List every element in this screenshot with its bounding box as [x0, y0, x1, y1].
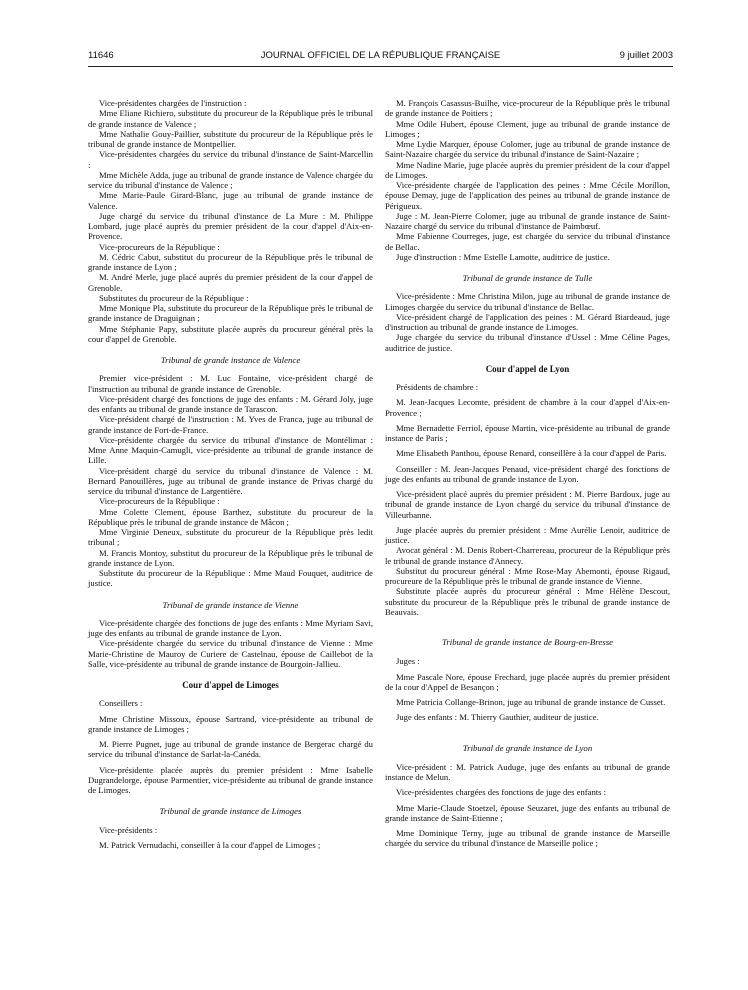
appointment-paragraph: Conseiller : M. Jean-Jacques Penaud, vice-président chargé des fonctions de juge des enfants au tribunal de grande instance de Lyon.	[385, 463, 670, 484]
appointment-paragraph: Mme Nadine Marie, juge placée auprès du premier président de la cour d'appel de Limoges.	[385, 159, 670, 180]
appointment-paragraph: Vice-présidents :	[99, 824, 158, 835]
appointment-paragraph: Juge : M. Jean-Pierre Colomer, juge au tribunal de grande instance de Saint-Nazaire chargé du service du tribunal d'instance de Paimbœuf.	[385, 210, 670, 231]
appointment-paragraph: M. Cédric Cabut, substitut du procureur de la République près le tribunal de grande instance de Lyon ;	[88, 251, 373, 272]
appointment-paragraph: Mme Fabienne Courreges, juge, est chargée du service du tribunal d'instance de Bellac.	[385, 231, 670, 252]
appointment-paragraph: Avocat général : M. Denis Robert-Charrereau, procureur de la République près le tribunal de grande instance d'Annecy.	[385, 545, 670, 566]
court-heading: Cour d'appel de Limoges	[182, 680, 279, 690]
tribunal-heading: Tribunal de grande instance de Bourg-en-Bresse	[441, 637, 614, 647]
tribunal-heading: Tribunal de grande instance de Vienne	[162, 599, 299, 610]
appointment-paragraph: Vice-présidente : Mme Christina Milon, juge au tribunal de grande instance de Limoges chargée du service du tribunal d'instance de Bellac.	[385, 291, 670, 312]
appointment-paragraph: Juge placée auprès du premier président : Mme Aurélie Lenoir, auditrice de justice.	[385, 524, 670, 545]
appointment-paragraph: Mme Michèle Adda, juge au tribunal de grande instance de Valence chargée du service du tribunal d'instance de Valence ;	[88, 169, 373, 190]
appointment-paragraph: Mme Odile Hubert, épouse Clement, juge au tribunal de grande instance de Limoges ;	[385, 118, 670, 139]
appointment-paragraph: Mme Virginie Deneux, substitute du procureur de la République près ledit tribunal ;	[88, 527, 373, 548]
appointment-paragraph: Mme Stéphanie Papy, substitute placée auprès du procureur général près la cour d'appel de Grenoble.	[88, 323, 373, 344]
header-rule	[88, 66, 673, 67]
right-column	[385, 98, 670, 849]
appointment-paragraph: Juge des enfants : M. Thierry Gauthier, auditeur de justice.	[396, 712, 599, 723]
appointment-paragraph: Vice-président chargé du service du tribunal d'instance de Valence : M. Bernard Panouillères, juge au tribunal de grande instance de Privas chargé du service du tribunal d'instance de Largentière.	[88, 465, 373, 496]
appointment-paragraph: Vice-présidente chargée des fonctions de juge des enfants : Mme Myriam Savi, juge des enfants au tribunal de grande instance de Lyon.	[88, 617, 373, 638]
appointment-paragraph: Mme Patricia Collange-Brinon, juge au tribunal de grande instance de Cusset.	[396, 697, 666, 707]
appointment-paragraph: Juges :	[396, 656, 420, 667]
appointment-paragraph: Vice-présidente placée auprès du premier président : Mme Isabelle Dugrandelorge, épouse Parmentier, vice-présidente au tribunal de grande instance de Limoges.	[88, 764, 373, 795]
tribunal-heading: Tribunal de grande instance de Valence	[160, 355, 301, 365]
appointment-paragraph: Substitute placée auprès du procureur général : Mme Hélène Descout, substitute du procureur de la République près le tribunal de grande instance de Beauvais.	[385, 586, 670, 617]
appointment-paragraph: M. Francis Montoy, substitut du procureur de la République près le tribunal de grande instance de Lyon.	[88, 547, 373, 568]
appointment-paragraph: Mme Nathalie Gouy-Paillier, substitute du procureur de la République près le tribunal de grande instance de Montpellier.	[88, 128, 373, 149]
appointment-paragraph: Mme Monique Pla, substitute du procureur de la République près le tribunal de grande instance de Draguignan ;	[88, 303, 373, 324]
journal-title: JOURNAL OFFICIEL DE LA RÉPUBLIQUE FRANÇAISE	[260, 50, 501, 61]
appointment-paragraph: Juge chargé du service du tribunal d'instance de La Mure : M. Philippe Lombard, juge placé auprès du premier président de la cour d'appel d'Aix-en-Provence.	[88, 210, 373, 242]
appointment-paragraph: M. André Merle, juge placé auprès du premier président de la cour d'appel de Grenoble.	[88, 272, 373, 293]
left-column	[88, 98, 373, 850]
appointment-paragraph: Vice-président : M. Patrick Auduge, juge des enfants au tribunal de grande instance de Melun.	[385, 761, 670, 782]
appointment-paragraph: Conseillers :	[99, 698, 143, 709]
appointment-paragraph: Vice-présidentes chargées de l'instruction :	[99, 98, 247, 108]
appointment-paragraph: Vice-présidente chargée de l'application des peines : Mme Cécile Morillon, épouse Demay, juge de l'application des peines au tribunal de grande instance de Périgueux.	[385, 180, 670, 211]
appointment-paragraph: Mme Colette Clement, épouse Barthez, substitute du procureur de la République près le tribunal de grande instance de Mâcon ;	[88, 506, 373, 527]
appointment-paragraph: Juge d'instruction : Mme Estelle Lamotte, auditrice de justice.	[396, 251, 610, 262]
appointment-paragraph: Vice-président chargé de l'instruction : M. Yves de Franca, juge au tribunal de grande instance de Fort-de-France.	[88, 414, 373, 435]
appointment-paragraph: Premier vice-président : M. Luc Fontaine, vice-président chargé de l'instruction au tribunal de grande instance de Grenoble.	[88, 373, 373, 394]
tribunal-heading: Tribunal de grande instance de Lyon	[462, 742, 593, 753]
appointment-paragraph: Mme Dominique Terny, juge au tribunal de grande instance de Marseille chargée du service du tribunal d'instance de Marseille police ;	[385, 828, 670, 849]
appointment-paragraph: Vice-présidentes chargées du service du tribunal d'instance de Saint-Marcellin :	[88, 149, 373, 170]
appointment-paragraph: Mme Lydie Marquer, épouse Colomer, juge au tribunal de grande instance de Saint-Nazaire chargée du service du tribunal d'instance de Saint-Nazaire ;	[385, 139, 670, 160]
tribunal-heading: Tribunal de grande instance de Limoges	[159, 806, 302, 817]
appointment-paragraph: Vice-président placé auprès du premier président : M. Pierre Bardoux, juge au tribunal de grande instance de Lyon chargé du service du tribunal d'instance de Villeurbanne.	[385, 489, 670, 520]
appointment-paragraph: Vice-procureurs de la République :	[99, 496, 220, 507]
appointment-paragraph: M. Jean-Jacques Lecomte, président de chambre à la cour d'appel d'Aix-en-Provence ;	[385, 397, 670, 418]
appointment-paragraph: Vice-présidente chargée du service du tribunal d'instance de Montélimar : Mme Anne Maquin-Camugli, vice-présidente au tribunal de grande instance de Lille.	[88, 434, 373, 466]
appointment-paragraph: M. Pierre Pugnet, juge au tribunal de grande instance de Bergerac chargé du service du tribunal d'instance de Sarlat-la-Canéda.	[88, 739, 373, 760]
page-number: 11646	[88, 50, 114, 61]
court-heading: Cour d'appel de Lyon	[485, 363, 570, 374]
appointment-paragraph: Vice-présidente chargée du service du tribunal d'instance de Vienne : Mme Marie-Christine de Mauroy de Curiere de Castelnau, épouse de Caillebot de la Salle, vice-présidente au tribunal de grande instance de Bourgoin-Jallieu.	[88, 638, 373, 669]
appointment-paragraph: Mme Marie-Claude Stoetzel, épouse Seuzaret, juge des enfants au tribunal de grande instance de Saint-Etienne ;	[385, 802, 670, 823]
appointment-paragraph: Mme Bernadette Ferriol, épouse Martin, vice-présidente au tribunal de grande instance de Paris ;	[385, 422, 670, 443]
appointment-paragraph: Substitutes du procureur de la République :	[99, 292, 249, 303]
issue-date: 9 juillet 2003	[619, 50, 673, 61]
appointment-paragraph: M. Patrick Vernudachi, conseiller à la cour d'appel de Limoges ;	[99, 839, 321, 850]
appointment-paragraph: Substitut du procureur général : Mme Rose-May Abemonti, épouse Rigaud, procureure de la République près le tribunal de grande instance de Vienne.	[385, 565, 670, 586]
appointment-paragraph: Vice-président chargé de l'application des peines : M. Gérard Biardeaud, juge d'instruction au tribunal de grande instance de Limoges.	[385, 311, 670, 332]
appointment-paragraph: Mme Pascale Nore, épouse Frechard, juge placée auprès du premier président de la cour d'Appel de Besançon ;	[385, 671, 670, 692]
appointment-paragraph: Mme Eliane Richiero, substitute du procureur de la République près le tribunal de grande instance de Valence ;	[88, 108, 373, 129]
appointment-paragraph: Mme Elisabeth Panthou, épouse Renard, conseillère à la cour d'appel de Paris.	[396, 448, 667, 459]
appointment-paragraph: Juge chargée du service du tribunal d'instance d'Ussel : Mme Céline Pages, auditrice de justice.	[385, 332, 670, 353]
page-header	[88, 50, 673, 66]
appointment-paragraph: Présidents de chambre :	[396, 382, 479, 392]
appointment-paragraph: M. François Casassus-Builhe, vice-procureur de la République près le tribunal de grande instance de Poitiers ;	[385, 98, 670, 119]
appointment-paragraph: Vice-présidentes chargées des fonctions de juge des enfants :	[396, 787, 607, 798]
appointment-paragraph: Vice-procureurs de la République :	[99, 241, 220, 252]
appointment-paragraph: Mme Christine Missoux, épouse Sartrand, vice-présidente au tribunal de grande instance de Limoges ;	[88, 713, 373, 734]
appointment-paragraph: Vice-président chargé des fonctions de juge des enfants : M. Gérard Joly, juge des enfants au tribunal de grande instance de Tarascon.	[88, 393, 373, 414]
appointment-paragraph: Mme Marie-Paule Girard-Blanc, juge au tribunal de grande instance de Valence.	[88, 190, 373, 211]
appointment-paragraph: Substitute du procureur de la République : Mme Maud Fouquet, auditrice de justice.	[88, 568, 373, 589]
tribunal-heading: Tribunal de grande instance de Tulle	[462, 273, 593, 283]
